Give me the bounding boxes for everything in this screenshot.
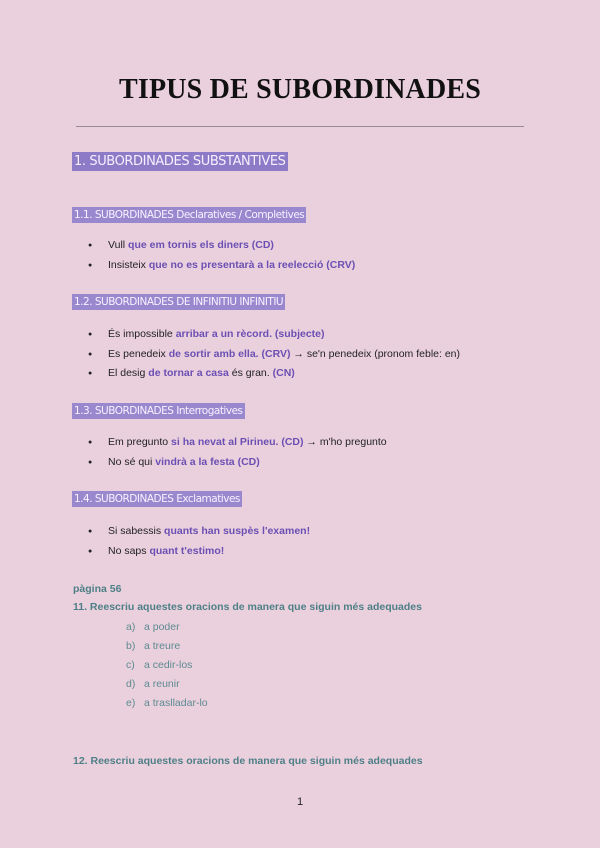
- list-item: ● Vull que em tornis els diners (CD): [88, 236, 355, 256]
- list-item: ● No saps quant t'estimo!: [88, 542, 310, 562]
- list-item: b) a treure: [126, 640, 181, 652]
- subsection-heading-infinitiu: 1.2. SUBORDINADES DE INFINITIU INFINITIU: [74, 296, 284, 308]
- list-item: ● Insisteix que no es presentarà a la reelecció (CRV): [88, 256, 355, 276]
- page-number: 1: [296, 796, 304, 808]
- interrogatives-list: [88, 433, 387, 472]
- declaratives-list: [88, 236, 355, 275]
- title-divider: [76, 126, 524, 127]
- list-item: c) a cedir-los: [126, 659, 193, 671]
- list-item: ● És impossible arribar a un rècord. (subjecte): [88, 325, 460, 345]
- page-title: TIPUS DE SUBORDINADES: [118, 74, 482, 105]
- exercise-12-title: 12. Reescriu aquestes oracions de manera que siguin més adequades: [73, 755, 423, 767]
- exercise-11-answers: [126, 618, 208, 713]
- list-item: ● No sé qui vindrà a la festa (CD): [88, 453, 387, 473]
- list-item: ● Em pregunto si ha nevat al Pirineu. (CD) → m'ho pregunto: [88, 433, 387, 453]
- infinitiu-list: [88, 325, 460, 384]
- section-heading-substantives: 1. SUBORDINADES SUBSTANTIVES: [74, 154, 286, 169]
- list-item: ● Si sabessis quants han suspès l'examen!: [88, 522, 310, 542]
- list-item: d) a reunir: [126, 678, 180, 690]
- exclamatives-list: [88, 522, 310, 561]
- list-item: ● El desig de tornar a casa és gran. (CN): [88, 364, 460, 384]
- subsection-heading-exclamatives: 1.4. SUBORDINADES Exclamatives: [74, 493, 240, 505]
- list-item: e) a traslladar-lo: [126, 697, 208, 709]
- exercise-11-title: 11. Reescriu aquestes oracions de manera que siguin més adequades: [73, 601, 422, 613]
- list-item: ● Es penedeix de sortir amb ella. (CRV) → se'n penedeix (pronom feble: en): [88, 345, 460, 365]
- page-reference: pàgina 56: [73, 583, 122, 595]
- subsection-heading-interrogatives: 1.3. SUBORDINADES Interrogatives: [74, 405, 243, 417]
- list-item: a) a poder: [126, 621, 180, 633]
- subsection-heading-declaratives: 1.1. SUBORDINADES Declaratives / Completives: [74, 209, 305, 221]
